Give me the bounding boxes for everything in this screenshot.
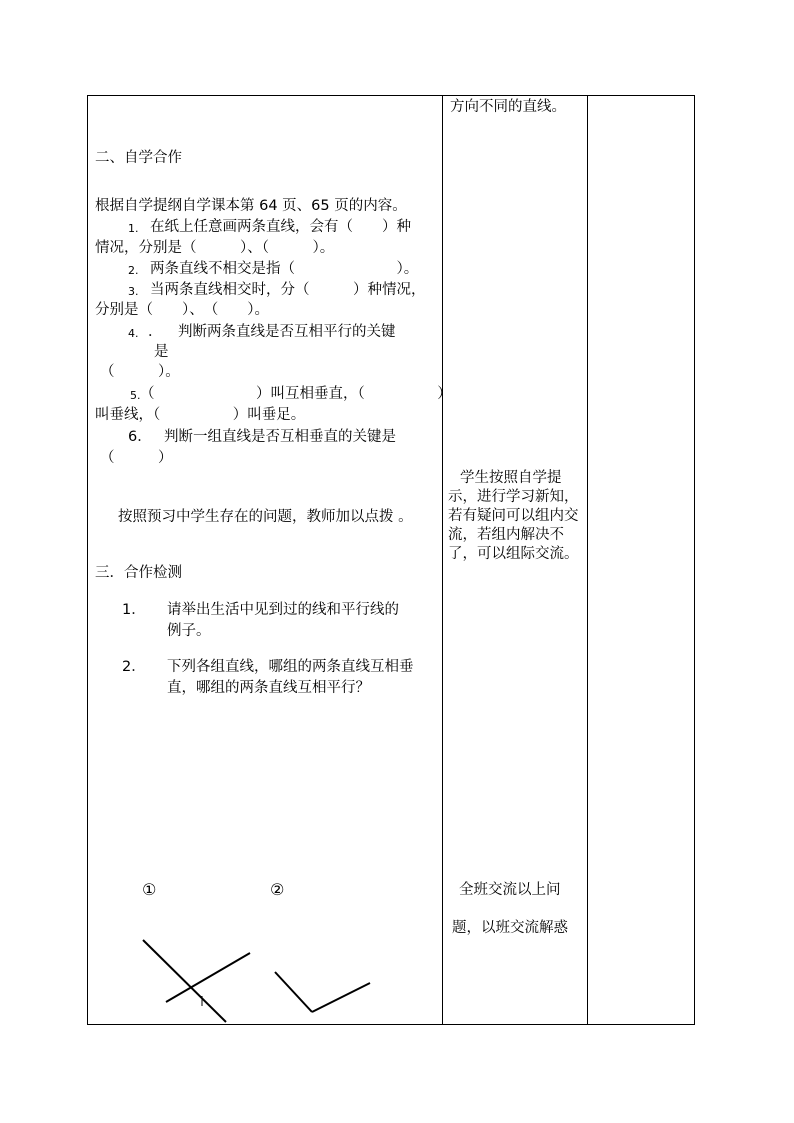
item6-number: 6． — [128, 429, 152, 445]
item4-line1: 判断两条直线是否互相平行的关键 — [178, 324, 396, 340]
item3-number: 3. — [128, 285, 139, 298]
item3-line2: 分别是（ ）、 （ ）。 — [95, 302, 269, 318]
q2-line1: 下列各组直线，哪组的两条直线互相垂 — [167, 659, 414, 675]
class-exchange-line2: 题，以班交流解惑 — [452, 920, 568, 936]
item5-number: 5. — [130, 389, 141, 402]
item2-number: 2. — [128, 264, 139, 277]
item6-line1: 判断一组直线是否互相垂直的关键是 — [164, 429, 396, 445]
item1-line2: 情况，分别是（ ）、（ ）。 — [95, 240, 335, 256]
figure1-line-b — [166, 953, 250, 1002]
q1-line2: 例子。 — [167, 623, 211, 639]
item4-line2: （ ）。 — [100, 364, 180, 380]
figure2-line-a — [275, 972, 312, 1012]
item5-line1: （ ）叫互相垂直，（ ） — [140, 386, 452, 402]
item4-number: 4. — [128, 327, 139, 340]
item1-number: 1. — [128, 222, 139, 235]
q1-number: 1． — [122, 602, 146, 618]
q2-number: 2． — [122, 659, 146, 675]
q1-line1: 请举出生活中见到过的线和平行线的 — [167, 602, 399, 618]
item2-line1: 两条直线不相交是指（ ）。 — [150, 261, 419, 277]
item5-line2: 叫垂线，（ ）叫垂足。 — [95, 407, 306, 423]
q2-line2: 直，哪组的两条直线互相平行？ — [167, 680, 370, 696]
figure1-label: ① — [142, 880, 157, 899]
section2-heading: 二、自学合作 — [95, 150, 182, 166]
item3-line1: 当两条直线相交时，分（ ）种情况， — [150, 282, 426, 298]
figure2-line-b — [312, 983, 370, 1012]
item6-line2: （ ） — [100, 450, 173, 466]
item1-line1: 在纸上任意画两条直线，会有（ ）种 — [150, 219, 411, 235]
teacher-note: 按照预习中学生存在的问题，教师加以点拨 。 — [118, 509, 413, 525]
class-exchange-line1: 全班交流以上问 — [459, 882, 561, 898]
figure1-intersecting-lines — [143, 940, 250, 1022]
item4-dot: ． — [148, 324, 163, 340]
section3-heading: 三．合作检测 — [95, 565, 182, 581]
figure2-label: ② — [270, 880, 285, 899]
figure2-angle-lines — [275, 972, 370, 1012]
student-activity-note: 学生按照自学提示，进行学习新知，若有疑问可以组内交流，若组内解决不了，可以组际交流。 — [448, 470, 579, 562]
section2-intro: 根据自学提纲自学课本第 64 页、65 页的内容。 — [95, 198, 407, 214]
right-col-top-text: 方向不同的直线。 — [450, 99, 566, 115]
figure1-line-a — [143, 940, 226, 1022]
item4-line1b: 是 — [154, 344, 169, 360]
